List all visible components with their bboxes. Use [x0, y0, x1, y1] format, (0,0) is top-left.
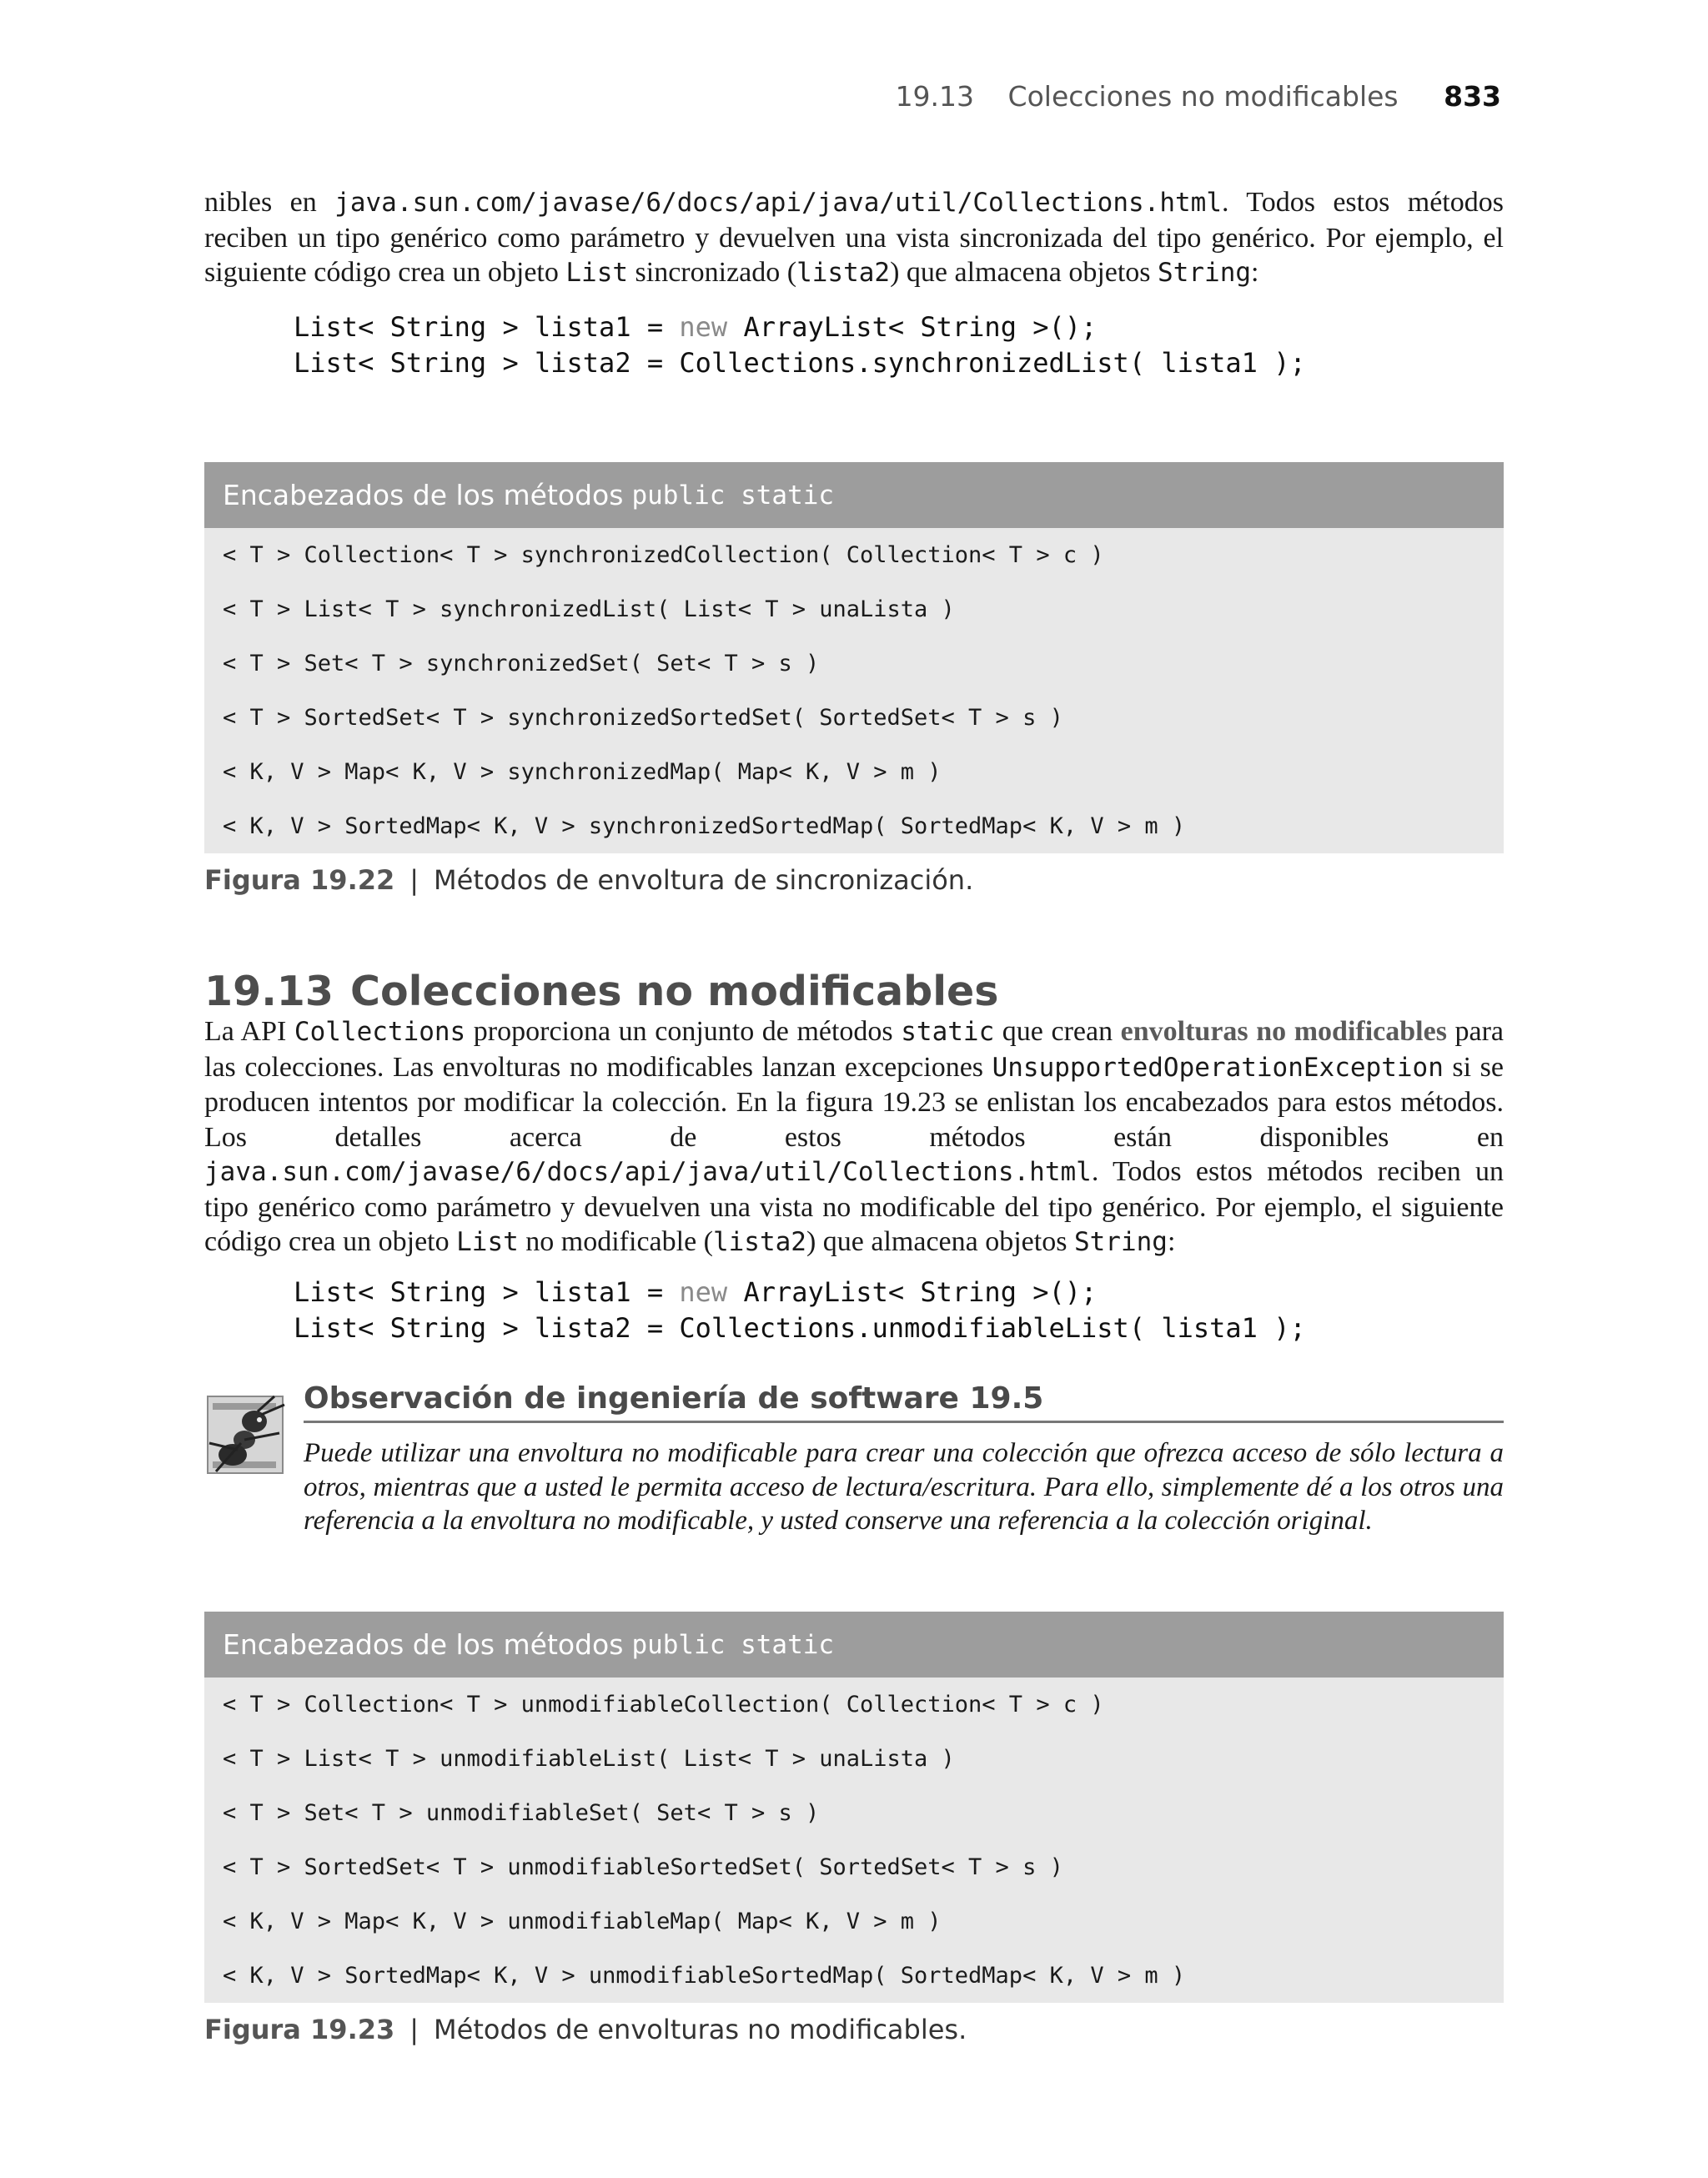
- figure-text: Métodos de envolturas no modificables.: [434, 2014, 967, 2045]
- section-paragraph: [204, 1014, 1504, 1260]
- table-header-text: Encabezados de los métodos: [223, 479, 624, 511]
- table-header-code: public static: [631, 1629, 835, 1660]
- code-line: [294, 309, 1306, 345]
- code-line: [294, 1275, 1306, 1310]
- code-text: ArrayList< String >();: [727, 1276, 1098, 1308]
- unmodifiable-methods-table: [204, 1612, 1504, 2003]
- table-row: < T > List< T > unmodifiableList( List< T > unaLista ): [223, 1746, 955, 1772]
- inline-code: lista2: [796, 258, 891, 288]
- observation-title: Observación de ingeniería de software 19.5: [304, 1381, 1504, 1423]
- running-head: [896, 80, 1501, 113]
- table-header: [204, 462, 1504, 528]
- figure-label: Figura 19.22: [204, 864, 395, 896]
- table-row: < T > List< T > synchronizedList( List< T > unaLista ): [223, 596, 955, 622]
- engineer-ant-icon: [204, 1391, 291, 1480]
- table-row: < K, V > SortedMap< K, V > synchronizedSortedMap( SortedMap< K, V > m ): [223, 813, 1186, 839]
- caption-separator: |: [409, 2014, 419, 2045]
- text: ) que almacena objetos: [806, 1226, 1074, 1257]
- text: proporciona un conjunto de métodos: [465, 1016, 902, 1047]
- docs-url: java.sun.com/javase/6/docs/api/java/util/Collections.html: [204, 1157, 1092, 1187]
- text: sincronizado (: [628, 257, 797, 288]
- section-heading: [204, 968, 998, 1015]
- code-text: List< String > lista1 =: [294, 1276, 680, 1308]
- intro-paragraph: [204, 185, 1504, 291]
- table-row: < K, V > Map< K, V > unmodifiableMap( Map< K, V > m ): [223, 1909, 942, 1934]
- table-row: < T > Collection< T > synchronizedCollection( Collection< T > c ): [223, 542, 1104, 568]
- docs-url: java.sun.com/javase/6/docs/api/java/util/Collections.html: [334, 188, 1222, 218]
- code-line: List< String > lista2 = Collections.synchronizedList( lista1 );: [294, 347, 1306, 379]
- text: ) que almacena objetos: [890, 257, 1158, 288]
- figure-text: Métodos de envoltura de sincronización.: [434, 864, 974, 896]
- inline-code: List: [565, 258, 629, 288]
- code-text: List< String > lista1 =: [294, 311, 680, 343]
- text: . Todos estos métodos reciben un tipo genérico como parámetro y devuelven una vista sincronizada del tipo genérico. Por ejemplo, el siguiente código crea un objeto: [204, 187, 1504, 288]
- figure-caption-19-23: [204, 2014, 967, 2045]
- text: La API: [204, 1016, 294, 1047]
- figure-label: Figura 19.23: [204, 2014, 395, 2045]
- table-header: [204, 1612, 1504, 1678]
- inline-code: lista2: [712, 1227, 806, 1257]
- inline-code: Collections: [294, 1017, 466, 1047]
- table-header-code: public static: [631, 480, 835, 511]
- text: si se producen intentos por modificar la colección. En la figura 19.23 se enlistan los encabezados para estos métodos. Los detalles acerca de estos métodos están disponibles en: [204, 1051, 1505, 1153]
- code-keyword: new: [679, 311, 728, 343]
- section-number: 19.13: [204, 968, 334, 1015]
- text: que crean: [994, 1016, 1121, 1047]
- code-line: List< String > lista2 = Collections.unmodifiableList( lista1 );: [294, 1312, 1306, 1344]
- section-title: Colecciones no modificables: [350, 968, 999, 1015]
- table-row: < K, V > Map< K, V > synchronizedMap( Map< K, V > m ): [223, 759, 942, 785]
- inline-code: static: [901, 1017, 995, 1047]
- page-number: 833: [1444, 80, 1501, 113]
- table-row: < T > Set< T > synchronizedSet( Set< T > s ): [223, 651, 820, 677]
- code-keyword: new: [679, 1276, 728, 1308]
- caption-separator: |: [409, 864, 419, 896]
- table-row: < T > Collection< T > unmodifiableCollection( Collection< T > c ): [223, 1692, 1104, 1718]
- table-row: < K, V > SortedMap< K, V > unmodifiableSortedMap( SortedMap< K, V > m ): [223, 1963, 1186, 1989]
- text: nibles en: [204, 187, 335, 218]
- text: :: [1251, 257, 1259, 288]
- synchronized-methods-table: [204, 462, 1504, 853]
- running-head-section: 19.13: [895, 80, 975, 113]
- table-row: < T > Set< T > unmodifiableSet( Set< T > s ): [223, 1800, 820, 1826]
- inline-code: String: [1073, 1227, 1168, 1257]
- text: para las colecciones. Las envolturas no modificables lanzan excepciones: [204, 1016, 1505, 1083]
- figure-caption-19-22: [204, 864, 973, 896]
- running-head-title: Colecciones no modificables: [1007, 80, 1399, 113]
- code-block-synchronized: [294, 309, 1306, 381]
- code-block-unmodifiable: [294, 1275, 1306, 1346]
- inline-code: List: [456, 1227, 519, 1257]
- key-term: envolturas no modificables: [1120, 1016, 1447, 1047]
- table-row: < T > SortedSet< T > unmodifiableSortedSet( SortedSet< T > s ): [223, 1854, 1063, 1880]
- code-text: ArrayList< String >();: [727, 311, 1098, 343]
- text: :: [1167, 1226, 1176, 1257]
- table-row: < T > SortedSet< T > synchronizedSortedSet( SortedSet< T > s ): [223, 705, 1063, 731]
- text: . Todos estos métodos reciben un tipo genérico como parámetro y devuelven una vista no modificable del tipo genérico. Por ejemplo, el siguiente código crea un objeto: [204, 1156, 1504, 1257]
- inline-code: UnsupportedOperationException: [992, 1052, 1444, 1083]
- text: no modificable (: [518, 1226, 713, 1257]
- table-header-text: Encabezados de los métodos: [223, 1628, 624, 1661]
- observation-body: Puede utilizar una envoltura no modificable para crear una colección que ofrezca acceso de sólo lectura a otros, mientras que a usted le permita acceso de lectura/escritura. Para ello, simplemente dé a los otros una referencia a la envoltura no modificable, y usted conserve una referencia a la colección original.: [304, 1438, 1504, 1536]
- inline-code: String: [1158, 258, 1252, 288]
